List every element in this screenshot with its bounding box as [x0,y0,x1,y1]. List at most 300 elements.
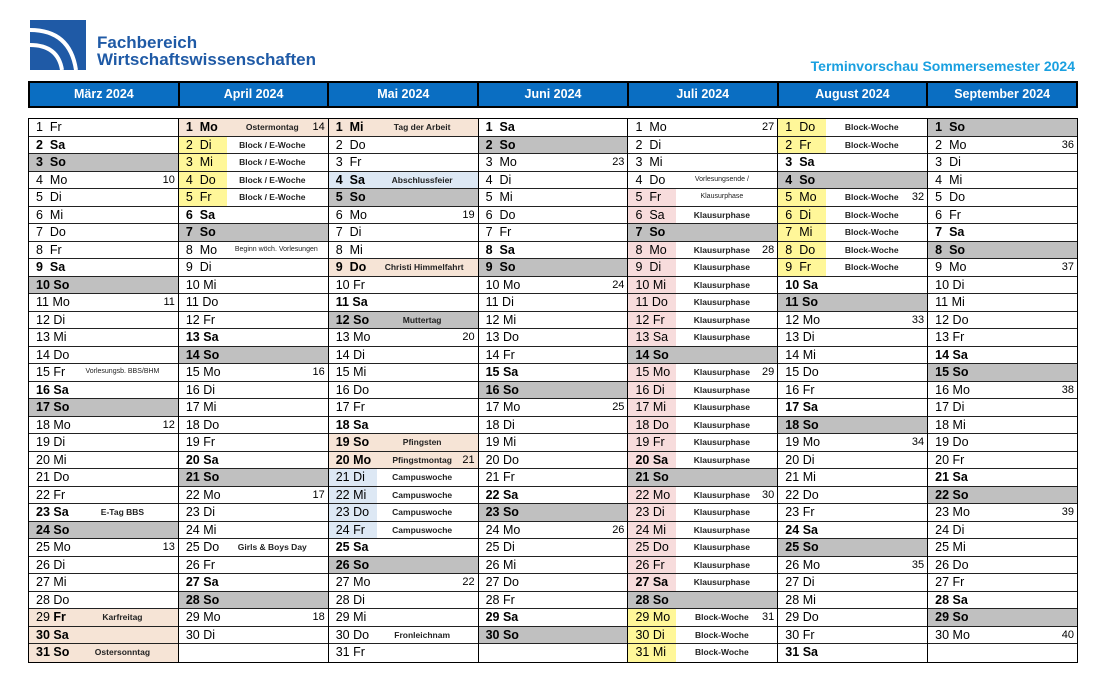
day-row [628,364,777,382]
event-note: Vorlesungsb. BBS/BHM [85,368,160,375]
month-column [778,119,928,662]
day-label [928,504,976,521]
day-row [329,259,478,277]
day-row [329,347,478,365]
day-label [928,224,976,241]
weekday: Fr [502,592,515,607]
day-label [329,277,377,294]
day-number: 24 [485,522,500,537]
day-label [928,522,976,539]
day-label [29,557,77,574]
day-label [179,172,227,189]
day-label [179,242,227,259]
day-number: 31 [785,645,800,659]
day-row [628,224,777,242]
day-row [928,154,1077,172]
day-label [628,557,676,574]
day-label [628,539,676,556]
day-number: 26 [335,557,350,572]
day-label [179,312,227,329]
day-label [329,452,377,469]
day-row [628,539,777,557]
day-row [29,522,178,540]
day-row [329,487,478,505]
day-number: 29 [36,610,50,624]
day-number: 16 [635,382,650,397]
day-row [29,294,178,312]
day-label [29,609,77,626]
day-label [628,259,676,276]
day-label [179,452,227,469]
day-label [928,399,976,416]
day-number: 31 [36,645,50,659]
calendar-week-number: 26 [612,523,625,536]
day-number: 13 [335,330,350,344]
day-row [479,119,628,137]
weekday: Di [652,382,665,397]
day-number: 30 [485,627,500,642]
day-row [778,452,927,470]
day-row [778,277,927,295]
day-label [29,644,77,662]
day-number: 6 [185,207,193,222]
day-label [29,312,77,329]
weekday: Mi [203,400,217,414]
weekday: So [502,382,519,397]
day-label [329,574,377,591]
day-row [928,242,1077,260]
day-label [29,592,77,609]
weekday: Fr [203,435,216,449]
day-row [329,277,478,295]
weekday: Mo [802,557,821,572]
weekday: Mi [952,540,966,554]
day-number: 23 [935,505,950,519]
day-number: 6 [36,207,43,222]
day-number: 24 [635,522,650,537]
day-label [479,539,527,556]
day-number: 30 [36,627,50,642]
day-label [628,452,676,469]
day-row [778,172,927,190]
day-label [928,574,976,591]
day-number: 26 [935,557,950,572]
day-label [778,399,826,416]
weekday: Mo [353,575,371,589]
day-label [29,539,77,556]
day-row [778,609,927,627]
weekday: So [199,225,216,239]
day-number: 23 [185,505,200,519]
day-label [29,172,77,189]
day-number: 9 [36,260,43,274]
weekday: Sa [502,365,519,379]
day-row [778,189,927,207]
day-number: 25 [185,540,200,554]
day-row [778,312,927,330]
weekday: Mo [203,487,221,502]
day-row [329,627,478,645]
day-row [628,469,777,487]
day-number: 21 [635,470,650,484]
day-number: 19 [785,435,800,449]
day-number: 24 [36,522,50,537]
weekday: Mi [951,295,965,309]
day-row [479,399,628,417]
month-header: Juni 2024 [479,83,629,106]
weekday: Mi [203,277,217,292]
day-label [329,154,377,171]
day-number: 18 [785,417,800,432]
day-label [329,609,377,626]
event-note: Beginn wöch. Vorlesungen [234,245,318,253]
event-note: Christi Himmelfahrt [384,262,464,272]
month-column [29,119,179,662]
day-number: 24 [935,522,950,537]
day-row [329,294,478,312]
weekday: Mi [649,155,663,169]
day-number: 29 [335,610,350,624]
weekday: Fr [952,452,965,467]
weekday: Fr [952,575,965,589]
day-label [628,609,676,626]
day-row [29,312,178,330]
day-row [928,522,1077,540]
weekday: Mo [952,505,970,519]
day-number: 18 [935,417,950,432]
event-note: Girls & Boys Day [237,542,307,552]
weekday: Di [502,540,515,554]
day-number: 28 [335,592,350,607]
day-number: 15 [485,365,500,379]
weekday: Mo [802,435,821,449]
day-label [179,434,227,451]
day-number: 12 [36,312,50,327]
month-column [928,119,1077,662]
weekday: Sa [802,400,818,414]
day-number: 5 [36,190,43,204]
weekday: Mo [203,365,221,379]
weekday: Mi [502,557,517,572]
day-number: 20 [935,452,950,467]
day-row [179,504,328,522]
weekday: So [49,155,66,169]
event-note: Klausurphase [693,209,750,220]
day-label [479,522,527,539]
day-label [329,137,377,154]
weekday: Mo [652,610,671,624]
day-number: 25 [485,540,500,554]
day-row [628,312,777,330]
day-row [928,137,1077,155]
weekday: So [652,347,669,362]
day-number: 27 [185,575,200,589]
day-label [29,504,77,521]
day-row [479,417,628,435]
weekday: Mi [802,347,816,362]
day-row [179,399,328,417]
day-number: 10 [36,277,50,292]
day-label [778,522,826,539]
day-number: 29 [935,610,950,624]
day-row [928,627,1077,645]
day-row [29,504,178,522]
day-row [479,294,628,312]
weekday: Mi [353,487,367,502]
day-row [479,592,628,610]
weekday: Sa [499,242,515,257]
calendar-week-number: 21 [462,453,475,466]
weekday: Fr [502,347,515,362]
day-label [928,452,976,469]
calendar-week-number: 34 [911,436,925,448]
day-label [628,504,676,521]
weekday: So [502,627,519,642]
weekday: So [499,137,516,152]
day-number: 26 [635,557,650,572]
day-number: 4 [335,172,343,187]
day-row [928,189,1077,207]
day-number: 11 [785,295,799,309]
day-number: 31 [635,645,650,659]
event-note: Ostermontag [245,122,299,132]
calendar-week-number: 29 [762,366,775,378]
weekday: Do [502,330,519,344]
day-number: 7 [785,225,793,239]
day-row [29,627,178,645]
day-number: 25 [935,540,950,554]
day-row [928,452,1077,470]
day-label [778,609,826,626]
weekday: Mi [802,470,816,484]
day-number: 8 [785,242,793,257]
weekday: So [203,592,220,607]
month-header-row [28,81,1078,108]
event-note: Campuswoche [392,524,453,535]
day-label [928,329,976,346]
weekday: Sa [652,452,669,467]
weekday: So [799,172,816,187]
day-row [479,224,628,242]
day-label [179,557,227,574]
event-note: Block-Woche [695,612,749,622]
day-row [479,347,628,365]
day-label [628,574,676,591]
day-number: 6 [635,207,643,222]
day-label [179,627,227,644]
day-number: 16 [485,382,500,397]
day-row [329,119,478,137]
weekday: Fr [353,400,365,414]
event-note: Klausurphase [693,384,750,395]
brand-line-1: Fachbereich [97,33,198,52]
weekday: Mi [802,592,816,607]
day-label [479,382,527,399]
weekday: Mo [649,120,667,134]
calendar-week-number: 40 [1061,628,1075,641]
day-number: 7 [36,225,43,239]
day-label [329,172,377,189]
weekday: Mi [53,330,67,344]
day-number: 11 [935,295,949,309]
day-label [479,242,527,259]
day-number: 1 [185,120,193,134]
day-number: 10 [635,277,650,292]
day-row [628,434,777,452]
day-row [628,399,777,417]
day-label [479,277,527,294]
day-row [29,487,178,505]
day-number: 22 [935,487,950,502]
day-label [179,417,227,434]
day-row [928,277,1077,295]
day-number: 31 [335,645,350,659]
weekday: Mi [49,207,64,222]
day-label [778,154,826,171]
weekday: Sa [49,137,66,152]
day-row [928,224,1077,242]
day-number: 17 [485,400,500,414]
day-number: 11 [36,295,49,309]
weekday: Mo [53,417,71,432]
day-label [628,417,676,434]
event-note: Klausurphase [693,402,750,412]
weekday: Sa [53,505,69,519]
weekday: Di [802,452,815,467]
event-note: Klausurphase [693,262,750,272]
weekday: Sa [502,487,519,502]
weekday: Di [353,347,365,362]
weekday: So [53,277,70,292]
weekday: So [802,540,819,554]
day-row [479,434,628,452]
day-number: 4 [185,172,193,187]
calendar-week-number: 24 [612,278,625,291]
event-note: Block-Woche [695,629,749,640]
day-label [29,469,77,486]
day-label [928,294,976,311]
day-row [479,172,628,190]
event-note: Block-Woche [844,122,899,132]
day-row [628,574,777,592]
weekday: Do [799,242,816,257]
weekday: Mi [53,575,67,589]
day-row [928,119,1077,137]
weekday: So [952,487,969,502]
weekday: Di [499,172,512,187]
weekday: Do [502,452,519,467]
day-number: 7 [635,225,643,239]
day-label [29,294,77,311]
event-note: Block-Woche [844,209,899,220]
day-row [778,557,927,575]
weekday: Fr [53,365,66,379]
day-row [778,434,927,452]
day-label [628,382,676,399]
day-label [628,522,676,539]
weekday: Mo [353,330,371,344]
day-label [179,609,227,626]
day-label [329,469,377,486]
day-number: 3 [635,155,643,169]
day-number: 2 [635,137,643,152]
day-label [628,242,676,259]
day-label [628,294,676,311]
day-row [179,557,328,575]
event-note: Block-Woche [844,192,899,202]
day-number: 1 [36,120,43,134]
day-label [29,224,77,241]
day-row [928,399,1077,417]
day-label [329,242,377,259]
day-row [29,609,178,627]
weekday: Sa [802,277,818,292]
day-number: 28 [185,592,200,607]
day-number: 19 [635,435,650,449]
weekday: Fr [802,505,815,519]
day-row [179,522,328,540]
day-number: 1 [935,120,943,134]
weekday: Di [649,137,662,152]
weekday: Di [799,207,812,222]
day-row [928,259,1077,277]
day-label [778,434,826,451]
day-number: 15 [935,365,950,379]
day-row [778,539,927,557]
day-label [179,399,227,416]
weekday: Mo [799,190,817,204]
day-number: 19 [485,435,500,449]
day-row [628,259,777,277]
event-note: Klausurphase [693,577,750,587]
event-note: Klausurphase [693,367,750,377]
day-row [479,487,628,505]
calendar-week-number: 14 [312,121,325,133]
day-number: 28 [635,592,650,607]
day-number: 2 [785,137,793,152]
calendar-week-number: 19 [462,208,475,221]
day-number: 15 [185,365,200,379]
weekday: Di [203,505,216,519]
day-number: 4 [935,172,943,187]
day-label [778,627,826,644]
day-number: 22 [785,487,800,502]
day-number: 8 [185,242,193,257]
day-number: 7 [935,225,943,239]
event-note: Fronleichnam [394,629,451,640]
day-row [928,417,1077,435]
day-number: 23 [635,505,650,519]
day-number: 3 [785,155,793,169]
day-label [928,592,976,609]
day-row [329,434,478,452]
day-label [479,487,527,504]
day-number: 28 [485,592,500,607]
day-label [479,434,527,451]
day-number: 27 [335,575,350,589]
day-number: 4 [635,172,643,187]
day-label [29,382,77,399]
day-label [329,557,377,574]
weekday: Sa [952,347,968,362]
day-row [778,469,927,487]
day-row [778,224,927,242]
day-number: 15 [36,365,50,379]
day-row [179,417,328,435]
weekday: So [802,417,819,432]
weekday: Mo [199,242,218,257]
weekday: Di [353,592,365,607]
